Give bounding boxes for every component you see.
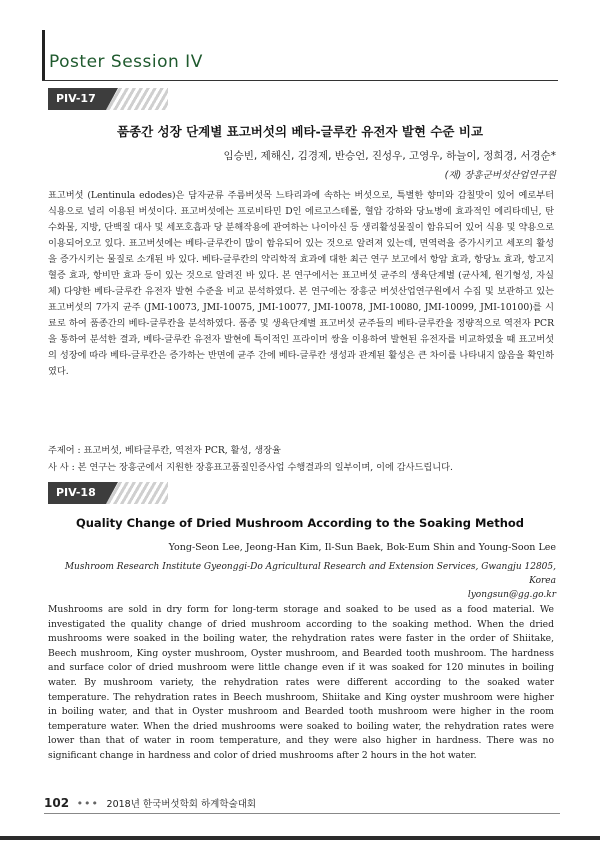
authors-ko: 임승빈, 제해신, 김경제, 반승언, 진성우, 고영우, 하늘이, 정희경, 서경순* xyxy=(223,150,556,162)
affiliation-ko: (재) 장흥군버섯산업연구원 xyxy=(444,170,556,181)
author-email: lyongsun@gg.go.kr xyxy=(467,590,556,600)
header-divider xyxy=(42,80,558,81)
session-title: Poster Session IV xyxy=(49,52,203,72)
abstract-badge-ko: PIV-17 xyxy=(48,88,106,110)
page-number: 102 xyxy=(44,796,70,810)
session-accent-bar xyxy=(42,30,45,80)
footer-bar xyxy=(0,836,600,840)
acknowledgement-ko: 사 사 : 본 연구는 장흥군에서 지원한 장흥표고품질인증사업 수행결과의 일부이며, 이에 감사드립니다. xyxy=(48,462,453,473)
abstract-body-ko xyxy=(48,188,554,380)
keywords-ko: 주제어 : 표고버섯, 베타글루칸, 역전자 PCR, 활성, 생장율 xyxy=(48,445,281,456)
authors-en: Yong-Seon Lee, Jeong-Han Kim, Il-Sun Baek, Bok-Eum Shin and Young-Soon Lee xyxy=(168,542,556,553)
footer-divider xyxy=(44,813,560,814)
abstract-body-en-text: Mushrooms are sold in dry form for long-term storage and soaked to be used as a food material. We investigated the quality change of dried mushroom according to the soaking method. When the dried mushrooms were soaked in the boiling water, the rehydration rates were faster in the order of Shiitake, Beech mushroom, King oyster mushroom, Oyster mushroom, and Bearded tooth mushroom. The hardness and surface color of dried mushroom were little change even if it was soaked for 120 minutes in boiling water. By mushroom variety, the rehydration rates were different according to the soaked water temperature. The rehydration rates in Beech mushroom, Shiitake and King oyster mushroom were higher in boiling water, and that in Oyster mushroom and Bearded tooth mushroom were higher in the room temperature water. When the dried mushrooms were soaked to boiling water, the rehydration rates were lower than that of water in room temperature, and they were also higher in hardness. There was no significant change in hardness and color of dried mushrooms after 2 hours in the hot water. xyxy=(48,604,554,761)
abstract-title-ko: 품종간 성장 단계별 표고버섯의 베타-글루칸 유전자 발현 수준 비교 xyxy=(116,124,484,139)
abstract-body-en xyxy=(48,603,554,764)
abstract-title-en: Quality Change of Dried Mushroom According to the Soaking Method xyxy=(75,516,525,530)
abstract-body-ko-text: 표고버섯 (Lentinula edodes)은 담자균류 주름버섯목 느타리과에 속하는 버섯으로, 특별한 향미와 감칠맛이 있어 예로부터 식용으로 널리 이용된 버섯이다. 표고버섯에는 프로비타민 D인 에르고스테롤, 혈압 강하와 당뇨병에 효과적인 에리타데닌, 탄수화물, 지방, 단백질 대사 및 세포호흡과 당 분해작용에 관여하는 나이아신 등 생리활성물질이 함유되어 있어 식용 및 약용으로 이용되어오고 있다. 표고버섯에는 베타-글루칸이 많이 함유되어 있는 것으로 알려져 있는데, 면역력을 증가시키고 세포의 활성을 증가시키는 물질로 소개된 바 있다. 베타-글루칸의 약리학적 효과에 대한 최근 연구 보고에서 항암 효과, 항당뇨 효과, 항고지혈증 효과, 항비만 효과 등이 있는 것으로 알려진 바 있다. 본 연구에서는 표고버섯 균주의 생육단계별 (균사체, 원기형성, 자실체) 다양한 베타-글루칸 유전자 발현 수준을 비교 분석하였다. 본 연구에는 장흥군 버섯산업연구원에서 수집 및 보관하고 있는 표고버섯의 7가지 균주 (JMI-10073, JMI-10075, JMI-10077, JMI-10078, JMI-10080, JMI-10099, JMI-10100)를 시료로 하여 품종간의 베타-글루칸을 분석하였다. 품종 및 생육단계별 표고버섯 균주들의 베타-글루칸을 정량적으로 역전자 PCR을 통하여 분석한 결과, 베타-글루칸 유전자 발현에 특이적인 프라이머 쌍을 이용하여 발현된 유전자를 비교하였을 때 표고버섯의 성장에 따라 베타-글루칸은 증가하는 반면에 균주 간에 베타-글루칸 생성과 관계된 활성은 큰 차이를 나타내지 않음을 확인하였다. xyxy=(48,190,554,377)
affiliation-en-text: Mushroom Research Institute Gyeonggi-Do Agricultural Research and Extension Services, Gwangju 12805, Korea xyxy=(64,562,556,586)
affiliation-en xyxy=(44,560,556,602)
abstract-badge-en: PIV-18 xyxy=(48,482,106,504)
footer-dots: ••• xyxy=(76,797,100,810)
conference-name: 2018년 한국버섯학회 하계학술대회 xyxy=(106,799,257,810)
page-footer xyxy=(44,796,256,810)
